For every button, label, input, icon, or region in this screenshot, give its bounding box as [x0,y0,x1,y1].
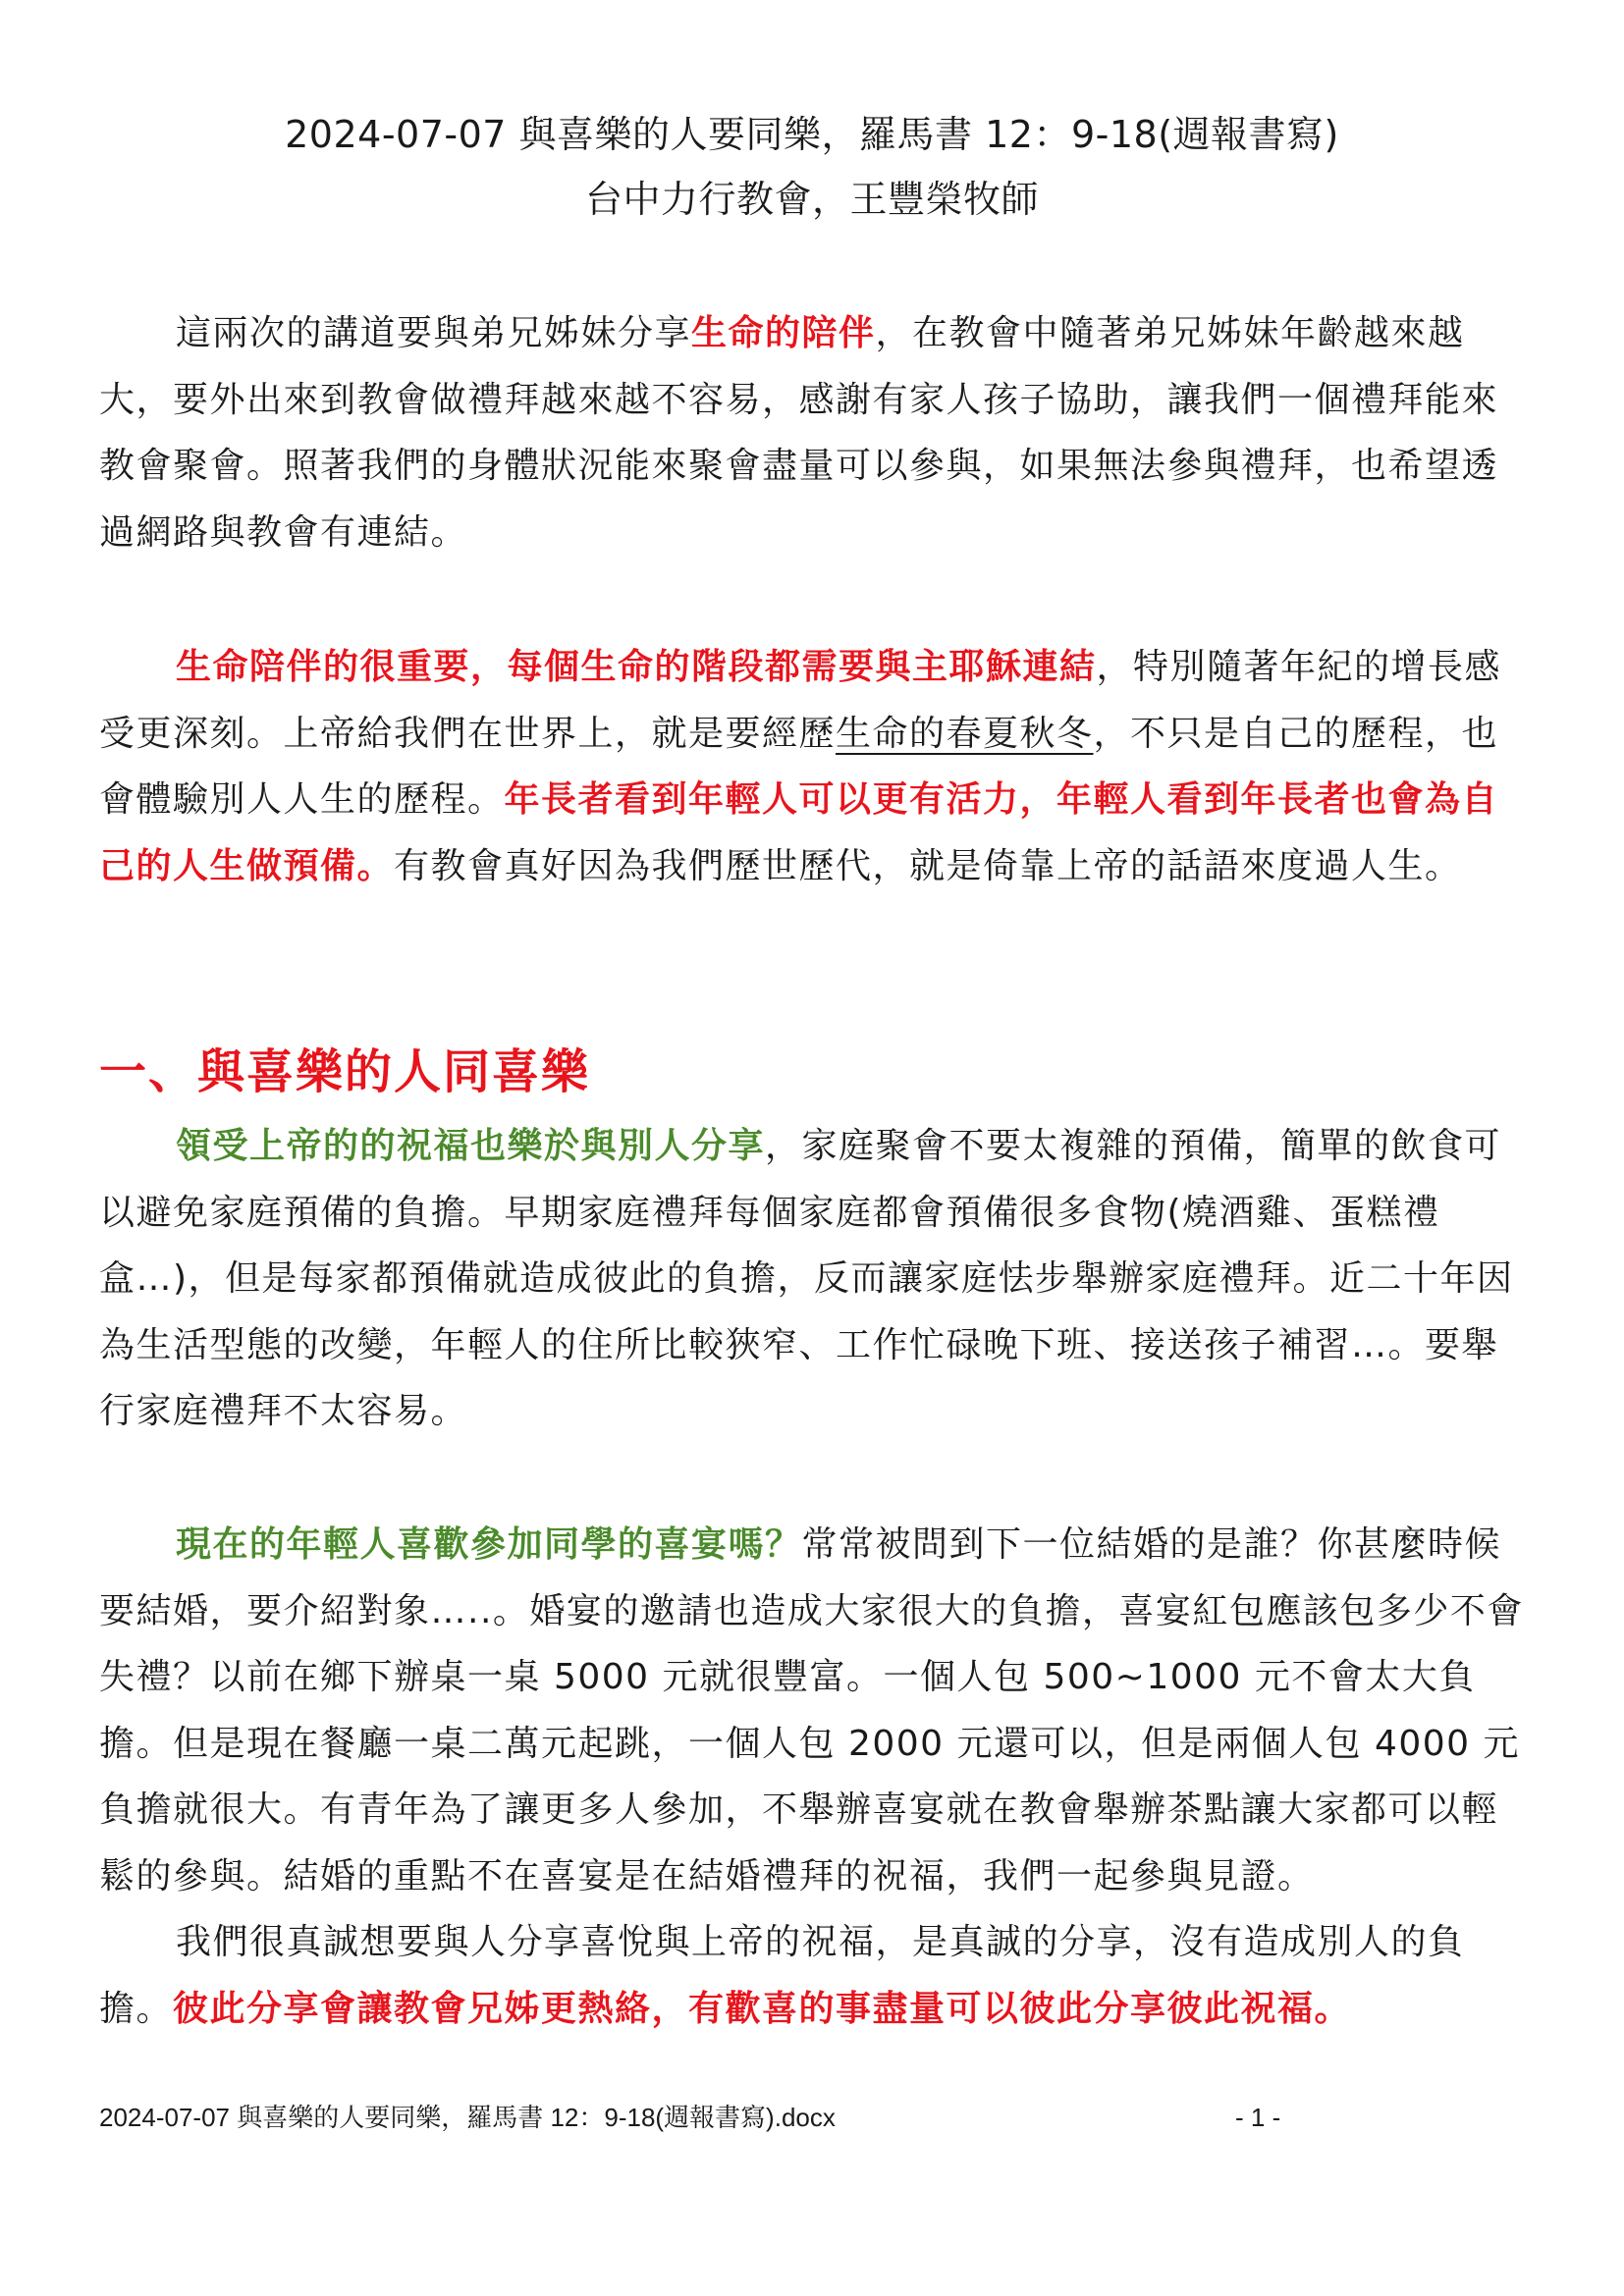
p4-highlight: 現在的年輕人喜歡參加同學的喜宴嗎？ [176,1524,802,1565]
p5-highlight: 彼此分享會讓教會兄姊更熱絡，有歡喜的事盡量可以彼此分享彼此祝福。 [173,1988,1352,2029]
paragraph-2 [99,634,1533,899]
paragraph-4 [99,1512,1533,1909]
p2-text-d: ，不只是自己的歷程，也會體驗別人人生的歷程。 [99,713,1499,820]
p2-highlight-a: 生命陪伴的很重要，每個生命的階段都需要與主耶穌連結 [176,647,1097,687]
p2-underlined-phrase: 生命的春夏秋冬 [836,713,1094,754]
footer-page-number: - 1 - [1235,2103,1281,2132]
section-heading: 一、與喜樂的人同喜樂 [99,1044,591,1099]
p5-text-a: 我們很真誠想要與人分享喜悅與上帝的祝福，是真誠的分享，沒有造成別人的負擔。 [99,1922,1465,2029]
p2-text-b: ，特別隨著年紀的增長感受更深刻。上帝給我們在世界上，就是要經歷 [99,647,1502,754]
p1-text-c: ，在教會中隨著弟兄姊妹年齡越來越大，要外出來到教會做禮拜越來越不容易，感謝有家人孩子協助，讓我們一個禮拜能來教會聚會。照著我們的身體狀況能來聚會盡量可以參與，如果無法參與禮拜，也希望透過網路與教會有連結。 [99,313,1499,553]
p4-text-b: 常常被問到下一位結婚的是誰？你甚麼時候要結婚，要介紹對象…..。婚宴的邀請也造成大家很大的負擔，喜宴紅包應該包多少不會失禮？以前在鄉下辦桌一桌 5000 元就很豐富。一個人包 500~1000 元不會太大負擔。但是現在餐廳一桌二萬元起跳，一個人包 2000 元還可以，但是兩個人包 4000 元負擔就很大。有青年為了讓更多人參加，不舉辦喜宴就在教會舉辦茶點讓大家都可以輕鬆的參與。結婚的重點不在喜宴是在結婚禮拜的祝福，我們一起參與見證。 [99,1524,1524,1896]
paragraph-3 [99,1113,1533,1445]
document-subtitle: 台中力行教會，王豐榮牧師 [584,178,1039,221]
paragraph-1 [99,300,1533,565]
p3-highlight: 領受上帝的的祝福也樂於與別人分享 [176,1126,766,1166]
p2-highlight-e: 年長者看到年輕人可以更有活力，年輕人看到年長者也會為自己的人生做預備。 [99,779,1499,886]
p3-text-b: ，家庭聚會不要太複雜的預備，簡單的飲食可以避免家庭預備的負擔。早期家庭禮拜每個家庭都會預備很多食物(燒酒雞、蛋糕禮盒…)，但是每家都預備就造成彼此的負擔，反而讓家庭怯步舉辦家庭禮拜。近二十年因為生活型態的改變，年輕人的住所比較狹窄、工作忙碌晚下班、接送孩子補習…。要舉行家庭禮拜不太容易。 [99,1126,1514,1431]
paragraph-5 [99,1909,1533,2042]
document-title: 2024-07-07 與喜樂的人要同樂，羅馬書 12：9-18(週報書寫) [285,113,1339,156]
p2-text-f: 有教會真好因為我們歷世歷代，就是倚靠上帝的話語來度過人生。 [394,845,1462,886]
p1-highlight: 生命的陪伴 [691,313,876,353]
p1-text-a: 這兩次的講道要與弟兄姊妹分享 [176,313,692,353]
footer-filename: 2024-07-07 與喜樂的人要同樂，羅馬書 12：9-18(週報書寫).docx [99,2103,836,2132]
